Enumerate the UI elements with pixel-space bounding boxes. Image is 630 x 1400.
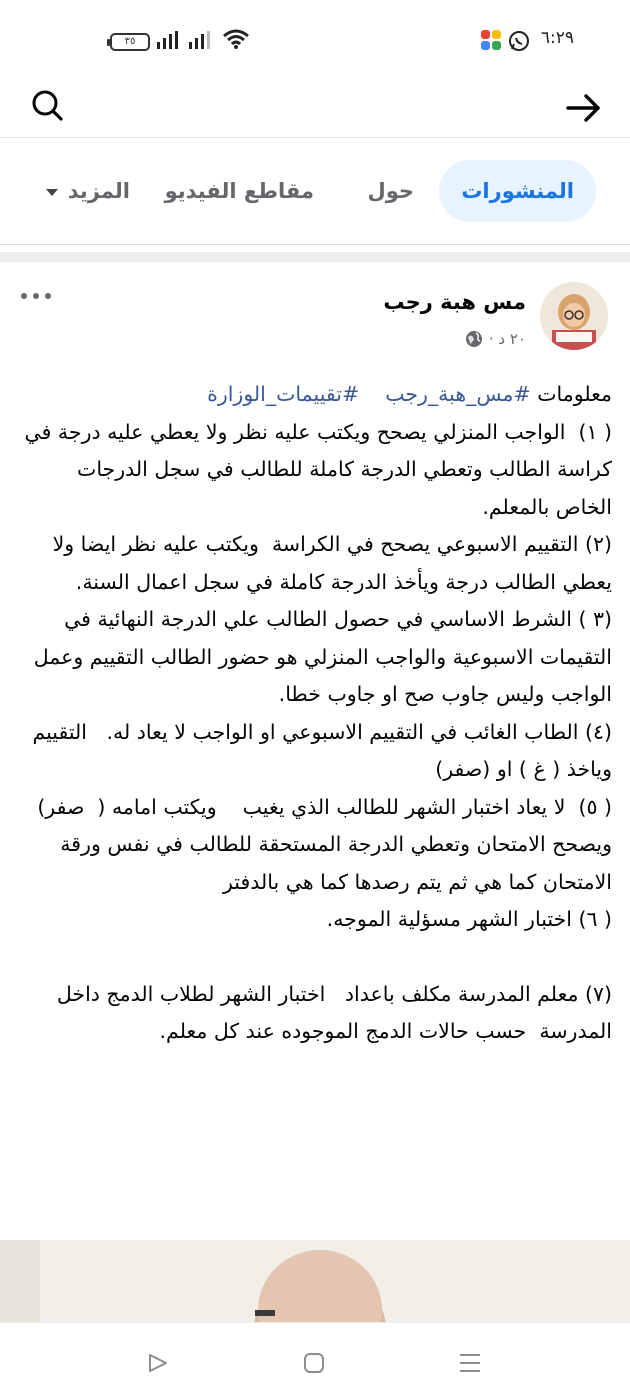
signal-icon	[188, 30, 214, 54]
tab-videos[interactable]: مقاطع الفيديو	[164, 179, 314, 203]
divider	[0, 244, 630, 245]
section-gap	[0, 252, 630, 262]
status-time: ٦:٢٩	[540, 28, 574, 48]
post-author[interactable]: مس هبة رجب	[383, 290, 526, 314]
post-meta	[465, 330, 526, 348]
caret-down-icon	[46, 189, 58, 196]
tagline-prefix: معلومات	[530, 382, 612, 406]
post-paragraph: (٧) معلم المدرسة مكلف باعداد اختبار الشهر لطلاب الدمج داخل المدرسة حسب حالات الدمج الموجوده عند كل معلم.	[50, 981, 612, 1043]
search-icon[interactable]	[28, 86, 68, 126]
post-tagline	[22, 376, 612, 414]
post-header	[0, 268, 630, 364]
post-paragraph: (٤) الطاب الغائب في التقييم الاسبوعي او الواجب لا يعاد له. التقييم وياخذ ( غ ) او (صفر)	[25, 719, 612, 781]
post-photo[interactable]	[0, 1240, 630, 1330]
globe-icon	[465, 330, 483, 348]
top-app-bar	[0, 80, 630, 138]
profile-tabs	[0, 160, 630, 226]
post-time[interactable]: ٢٠ د ·	[488, 330, 526, 348]
more-options-icon[interactable]	[18, 286, 54, 306]
post-paragraph: ( ٥) لا يعاد اختبار الشهر للطالب الذي يغيب ويكتب امامه ( صفر) ويصحح الامتحان وتعطي الدرجة المستحقة للطالب في نفس ورقة الامتحان كما هي ثم يتم رصدها كما هي بالدفتر	[24, 794, 612, 894]
back-triangle-icon[interactable]	[146, 1351, 170, 1379]
recent-apps-icon[interactable]	[458, 1351, 482, 1379]
tab-more-label: المزيد	[67, 179, 130, 203]
post-paragraph: ( ٦) اختبار الشهر مسؤلية الموجه.	[326, 907, 612, 931]
post-paragraph: ( ١) الواجب المنزلي يصحح ويكتب عليه نظر ولا يعطي عليه درجة في كراسة الطالب وتعطي الدرجة كاملة للطالب في سجل الدرجات الخاص بالمعلم.	[18, 419, 612, 519]
status-bar	[0, 0, 630, 80]
wifi-icon	[222, 28, 250, 54]
hashtag-link[interactable]: #تقييمات_الوزارة	[207, 382, 360, 406]
battery-icon: ٣٥	[110, 33, 150, 51]
post-paragraph: (٣ ) الشرط الاساسي في حصول الطالب علي الدرجة النهائية في التقيمات الاسبوعية والواجب المنزلي هو حضور الطالب التقييم وعمل الواجب وليس جاوب صح او جاوب خطا.	[27, 607, 612, 706]
tab-more[interactable]	[46, 160, 130, 222]
post-paragraph: (٢) التقييم الاسبوعي يصحح في الكراسة ويكتب عليه نظر ايضا ولا يعطي الطالب درجة ويأخذ الدرجة كاملة في سجل اعمال السنة.	[46, 532, 612, 594]
hashtag-link[interactable]: #مس_هبة_رجب	[385, 382, 531, 406]
tab-about[interactable]: حول	[367, 179, 414, 203]
home-square-icon[interactable]	[302, 1351, 326, 1379]
signal-icon	[156, 30, 182, 54]
system-nav-bar	[0, 1322, 630, 1400]
back-arrow-icon[interactable]	[564, 88, 604, 128]
avatar[interactable]	[540, 282, 608, 350]
post-text	[18, 376, 612, 1051]
app-icon	[480, 29, 502, 55]
tab-posts[interactable]: المنشورات	[439, 160, 596, 222]
whatsapp-icon	[508, 30, 530, 56]
